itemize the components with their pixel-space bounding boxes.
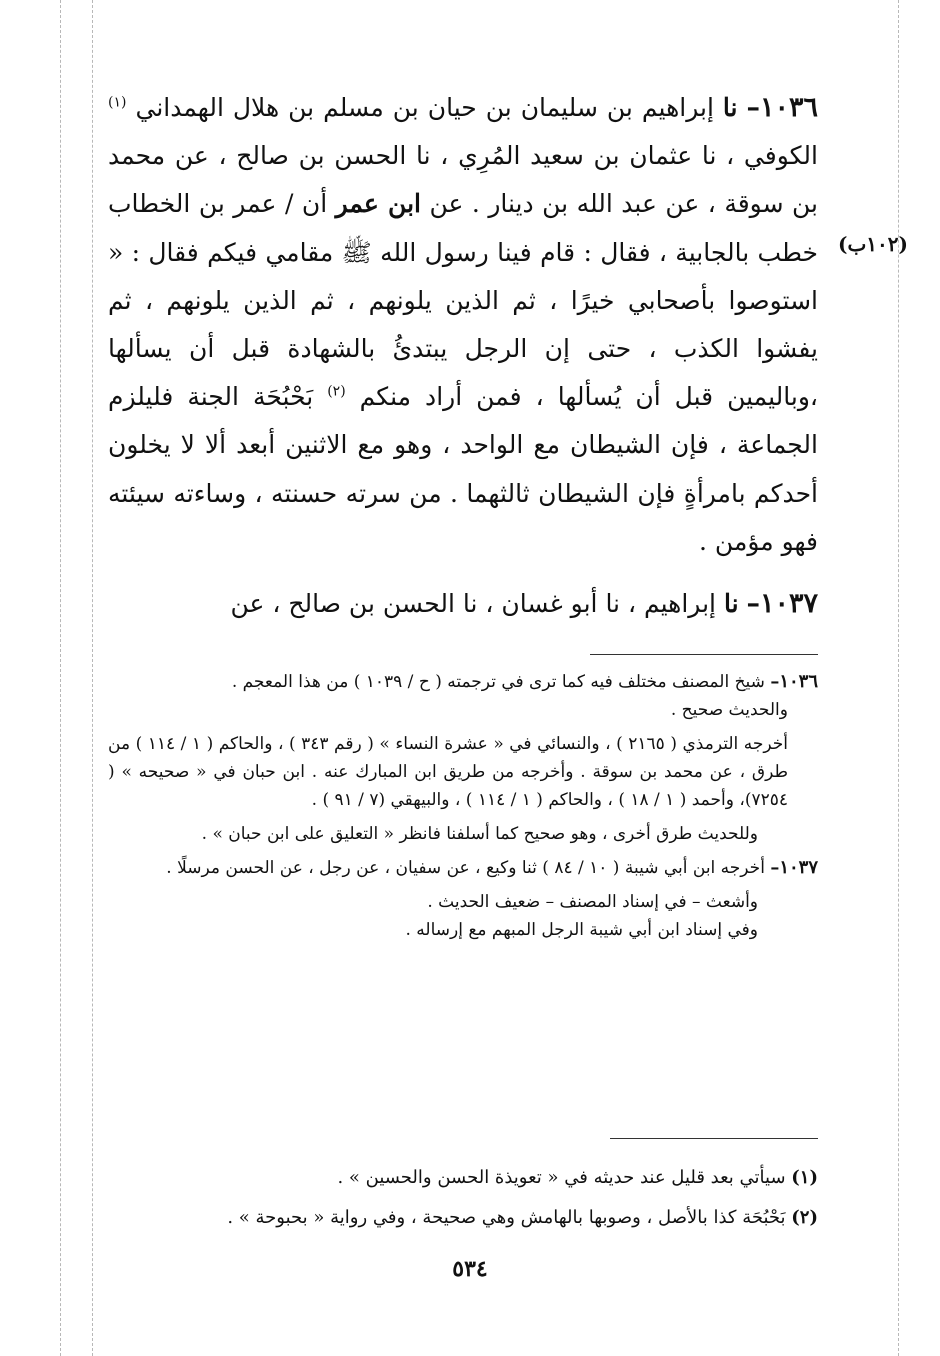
footnotes-divider	[610, 1138, 818, 1139]
margin-folio-note: (١٠٢ب)	[838, 232, 908, 256]
footnote-1	[108, 1158, 818, 1198]
page-number: ٥٣٤	[452, 1256, 488, 1282]
narrator-name: ابن عمر	[335, 189, 421, 219]
notes-divider	[590, 654, 818, 655]
commentary-notes	[108, 668, 818, 944]
note-1036	[108, 668, 818, 696]
main-text	[108, 84, 818, 628]
note-number: ١٠٣٦–	[770, 671, 818, 692]
note-text: أخرجه الترمذي ( ٢١٦٥ ) ، والنسائي في « عشرة النساء » ( رقم ٣٤٣ ) ، والحاكم ( ١ / ١١٤ ) من طرق ، عن محمد بن سوقة . وأخرجه من طريق ابن المبارك عنه . ابن حبان في « صحيحه » ( ٧٢٥٤)، وأحمد ( ١ / ١٨ ) ، والحاكم ( ١ / ١١٤ ) ، والبيهقي (٧ / ٩١ ) .	[108, 734, 788, 810]
hadith-text: أن / عمر بن الخطاب خطب بالجابية ، فقال : قام فينا رسول الله ﷺ مقامي فيكم فقال : « استوصوا بأصحابي خيرًا ، ثم الذين يلونهم ، ثم الذين يلونهم ، ثم يفشوا الكذب ، حتى إن الرجل يبتدئُ بالشهادة قبل أن يسألها ،وباليمين قبل أن يُسألها ، فمن أراد منكم	[108, 189, 818, 412]
footnote-ref: (١)	[108, 94, 127, 111]
hadith-lead: نا	[723, 589, 739, 619]
note-number: ١٠٣٧–	[770, 857, 818, 878]
footnote-2	[108, 1198, 818, 1238]
scan-guide-line	[60, 0, 61, 1356]
hadith-text: بَحْبُحَة الجنة فليلزم الجماعة ، فإن الشيطان مع الواحد ، وهو مع الاثنين أبعد ألا لا يخلون أحدكم بامرأةٍ فإن الشيطان ثالثهما . من سرته حسنته ، وساءته سيئته فهو مؤمن .	[108, 382, 818, 556]
note-text: شيخ المصنف مختلف فيه كما ترى في ترجمته ( ح / ١٠٣٩ ) من هذا المعجم .	[231, 672, 765, 692]
footnote-text: بَحْبُحَة كذا بالأصل ، وصوبها بالهامش وهي صحيحة ، وفي رواية « بحبوحة » .	[227, 1207, 786, 1228]
footnote-number: (١)	[791, 1167, 818, 1188]
note-text: وأشعث – في إسناد المصنف – ضعيف الحديث .	[427, 892, 758, 912]
note-text: والحديث صحيح .	[670, 700, 788, 720]
hadith-number: ١٠٣٦–	[746, 92, 819, 123]
note-text: وفي إسناد ابن أبي شيبة الرجل المبهم مع إرساله .	[405, 920, 758, 940]
hadith-text: الكوفي ، نا عثمان بن سعيد المُرِي ، نا الحسن بن صالح ، عن محمد بن سوقة ، عن عبد الله بن دينار . عن	[108, 141, 819, 219]
footnote-number: (٢)	[791, 1207, 818, 1228]
hadith-1036	[108, 84, 818, 566]
footnotes	[108, 1158, 818, 1238]
hadith-lead: نا	[722, 93, 738, 122]
footnote-ref: (٢)	[327, 383, 346, 400]
hadith-number: ١٠٣٧–	[746, 588, 818, 620]
hadith-text: إبراهيم بن سليمان بن حيان بن مسلم بن هلال الهمداني	[135, 93, 714, 122]
note-1037	[108, 854, 818, 882]
hadith-text: إبراهيم ، نا أبو غسان ، نا الحسن بن صالح ، عن	[230, 589, 716, 619]
note-text: وللحديث طرق أخرى ، وهو صحيح كما أسلفنا فانظر « التعليق على ابن حبان » .	[201, 824, 758, 844]
footnote-text: سيأتي بعد قليل عند حديثه في « تعويذة الحسن والحسين » .	[337, 1167, 786, 1188]
hadith-1037	[108, 580, 818, 628]
scan-guide-line	[898, 0, 899, 1356]
scan-guide-line	[92, 0, 93, 1356]
note-text: أخرجه ابن أبي شيبة ( ١٠ / ٨٤ ) ثنا وكيع ، عن سفيان ، عن رجل ، عن الحسن مرسلًا .	[166, 858, 765, 878]
